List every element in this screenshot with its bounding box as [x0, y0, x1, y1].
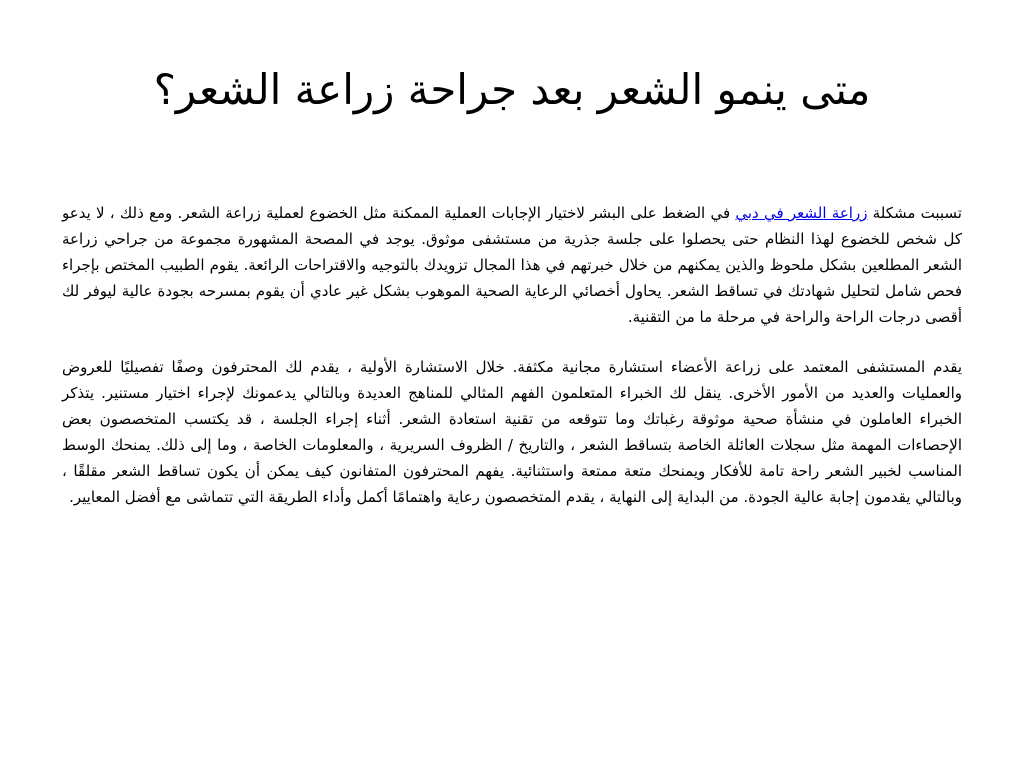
hair-transplant-dubai-link[interactable]: زراعة الشعر في دبي [735, 204, 868, 222]
paragraph-2: يقدم المستشفى المعتمد على زراعة الأعضاء استشارة مجانية مكثفة. خلال الاستشارة الأولية ، يقدم لك المحترفون وصفًا تفصيليًا للعروض والعمليات والعديد من الأمور الأخرى. ينقل لك الخبراء المتعلمون الفهم المثالي للمناهج العديدة وبالتالي يدعمونك لإجراء اختيار مستنير. يتذكر الخبراء العاملون في منشأة صحية موثوقة رغباتك وما تتوقعه من تقنية استعادة الشعر. أثناء إجراء الجلسة ، قد يكتسب المتخصصون بعض الإحصاءات المهمة مثل سجلات العائلة الخاصة بتساقط الشعر ، والتاريخ / الظروف السريرية ، والمعلومات الخاصة ، وما إلى ذلك. يمنحك الوسط المناسب لخبير الشعر راحة تامة للأفكار ويمنحك متعة ممتعة واستثنائية. يفهم المحترفون المتفانون كيف يمكن أن يكون تساقط الشعر مقلقًا ، وبالتالي يقدمون إجابة عالية الجودة. من البداية إلى النهاية ، يقدم المتخصصون رعاية واهتمامًا أكمل وأداء الطريقة التي تتماشى مع أفضل المعايير. [62, 358, 962, 506]
paragraph-1-intro: تسببت مشكلة [867, 204, 962, 222]
paragraph-1-body: في الضغط على البشر لاختيار الإجابات العملية الممكنة مثل الخضوع لعملية زراعة الشعر. ومع ذلك ، لا يدعو كل شخص للخضوع لهذا النظام حتى يحصلوا على جلسة جذرية من مستشفى موثوق. يوجد في المصحة المشهورة مجموعة من جراحي زراعة الشعر المطلعين بشكل ملحوظ والذين يمكنهم من خلال خبرتهم في هذا المجال تزويدك بالتوجيه والاقتراحات الرائعة. يقوم الطبيب المختص بإجراء فحص شامل لتحليل شهادتك في تساقط الشعر. يحاول أخصائي الرعاية الصحية الموهوب بشكل غير عادي أن يقوم بمسرحه بجودة عالية ليوفر لك أقصى درجات الراحة والراحة في مرحلة ما من التقنية. [62, 204, 962, 326]
paragraph-1 [62, 200, 962, 330]
slide-title: متى ينمو الشعر بعد جراحة زراعة الشعر؟ [153, 65, 871, 114]
slide-body [62, 200, 962, 534]
